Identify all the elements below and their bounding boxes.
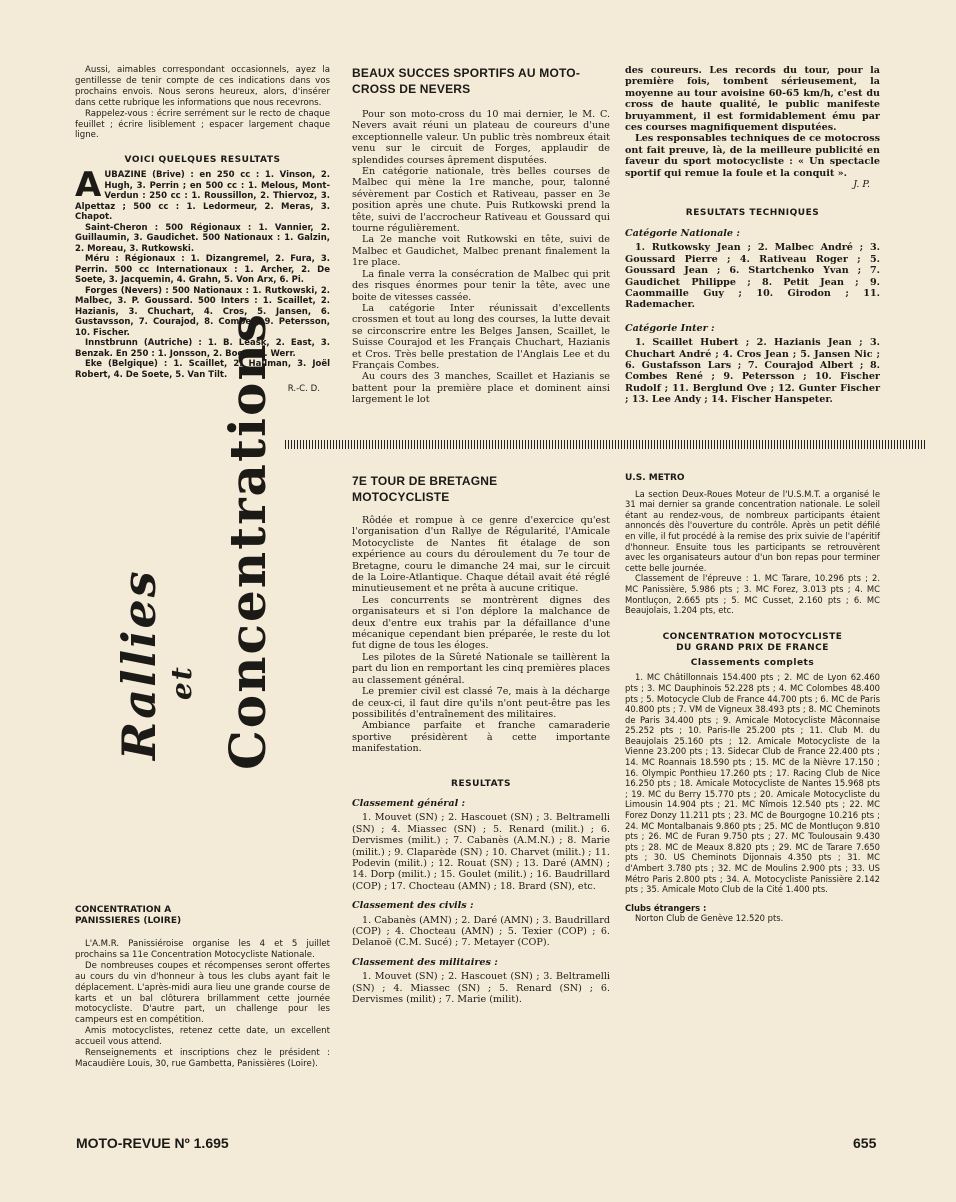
- result-entry: Méru : Régionaux : 1. Dizangremel, 2. Fura, 3. Perrin. 500 cc Internationaux : 1. Archer, 2. De Soete, 3. Jacquemin, 4. Grahn, 5. Von Arx, 6. Pi.: [75, 254, 330, 286]
- tech-results-heading: RESULTATS TECHNIQUES: [685, 208, 820, 219]
- ranking-text: 1. Mouvet (SN) ; 2. Hascouet (SN) ; 3. Beltramelli (SN) ; 4. Miassec (SN) ; 5. Renard (milit.) ; 6. Dervismes (milit.) ; 7. Cabanès (A.M.N.) ; 8. Marie (milit.) ; 9. Claparède (SN) ; 10. Charvet (milit.) ; 11. Podevin (milit.) ; 12. Rouat (SN) ; 13. Daré (AMN) ; 14. Dorp (milit.) ; 15. Goulet (milit.) ; 16. Baudrillard (COP) ; 17. Chocteau (AMN) ; 18. Brard (SN), etc.: [352, 812, 610, 892]
- category-results: 1. Rutkowsky Jean ; 2. Malbec André ; 3. Goussard Pierre ; 4. Rativeau Roger ; 5. Goussard Jean ; 6. Startchenko Yvan ; 7. Gaudichet Philippe ; 8. Petit Jean ; 9. Caommaille Guy ; 10. Girodon ; 11. Rademacher.: [625, 242, 880, 311]
- ranking-label: Classement général :: [352, 797, 466, 809]
- intro-paragraph: Aussi, aimables correspondant occasionnels, ayez la gentillesse de tenir compte de ces indications dans vos prochains envois. Nous serons heureux, alors, d'insérer dans cette rubrique les informations que nous recevrons.: [75, 65, 330, 108]
- gp-heading: CONCENTRATION MOTOCYCLISTE DU GRAND PRIX DE FRANCE: [662, 631, 843, 653]
- article-paragraph: Pour son moto-cross du 10 mai dernier, le M. C. Nevers avait réuni un plateau de coureurs d'une exceptionnelle valeur. Un public très nombreux était venu sur le circuit de Forges, applaudir de splendides courses âprement disputées.: [352, 109, 610, 166]
- article-paragraph: Amis motocyclistes, retenez cette date, un excellent accueil vous attend.: [75, 1026, 330, 1048]
- result-entry: Forges (Nevers) : 500 Nationaux : 1. Rutkowski, 2. Malbec, 3. P. Goussard. 500 Inters : 1. Scaillet, 2. Hazianis, 3. Chuchart, 4. Cros, 5. Jansen, 6. Gustavsson, 7. Courajod, 8. Combes, 9. Petersson, 10. Fischer.: [75, 285, 330, 338]
- drop-cap: A: [75, 165, 102, 206]
- bretagne-article: [352, 473, 610, 1005]
- banner-word-concentrations: Concentrations: [218, 312, 277, 770]
- ranking-label: Classement des militaires :: [352, 956, 498, 968]
- article-title: CONCENTRATION A PANISSIERES (LOIRE): [75, 905, 182, 926]
- article-paragraph: Classement de l'épreuve : 1. MC Tarare, 10.296 pts ; 2. MC Panissière, 5.986 pts ; 3. MC Forez, 3.013 pts ; 4. MC Montluçon, 2.665 pts ; 5. MC Cusset, 2.160 pts ; 6. MC Beaujolais, 1.204 pts, etc.: [625, 573, 880, 616]
- ranking-text: 1. Mouvet (SN) ; 2. Hascouet (SN) ; 3. Beltramelli (SN) ; 4. Miassec (SN) ; 5. Renard (SN) ; 6. Dervismes (milit) ; 7. Marie (milit).: [352, 971, 610, 1006]
- page-number: 655: [853, 1135, 877, 1151]
- article-title: BEAUX SUCCES SPORTIFS AU MOTO-CROSS DE NEVERS: [352, 66, 581, 96]
- intro-column: [75, 65, 330, 395]
- ranking-text: 1. Cabanès (AMN) ; 2. Daré (AMN) ; 3. Baudrillard (COP) ; 4. Chocteau (AMN) ; 5. Texier (COP) ; 6. Delanoë (C.M. Sucé) ; 7. Metayer (COP).: [352, 914, 610, 949]
- category-label: Catégorie Inter :: [625, 322, 715, 334]
- article-paragraph: des coureurs. Les records du tour, pour la première fois, tombent sérieusement, la moyenne au tour avoisine 60-65 km/h, c'est du cross de haute qualité, le public manifeste bruyamment, il est formidablement ému par ces courses magnifiquement disputées.: [625, 65, 880, 134]
- article-title: 7E TOUR DE BRETAGNE MOTOCYCLISTE: [352, 474, 498, 504]
- foreign-clubs-label: Clubs étrangers :: [625, 902, 707, 913]
- magazine-footer: MOTO-REVUE Nº 1.695: [76, 1135, 229, 1151]
- results-heading: VOICI QUELQUES RESULTATS: [124, 155, 281, 166]
- article-paragraph: Rôdée et rompue à ce genre d'exercice qu'est l'organisation d'un Rallye de Régularité, l'Amicale Motocycliste de Nantes fit étalage de son expérience au cours du déroulement du 7e tour de Bretagne, couru le dimanche 24 mai, sur le circuit de la Loire-Atlantique. Chaque détail avait été réglé minutieusement et ne prêta à aucune critique.: [352, 515, 610, 595]
- result-entry: Saint-Cheron : 500 Régionaux : 1. Vannier, 2. Guillaumin, 3. Gaudichet. 500 Nationaux : 1. Galzin, 2. Moreau, 3. Rutkowski.: [75, 222, 330, 254]
- article-title: U.S. METRO: [625, 473, 685, 483]
- article-paragraph: Au cours des 3 manches, Scaillet et Hazianis se battent pour la première place et dominent ainsi largement le lot: [352, 371, 610, 406]
- separator-rule: [285, 440, 925, 449]
- classements-label: Classements complets: [690, 657, 815, 668]
- category-label: Catégorie Nationale :: [625, 227, 740, 239]
- nevers-article: [352, 65, 610, 406]
- article-paragraph: Les pilotes de la Sûreté Nationale se taillèrent la part du lion en remportant les cinq premières places au classement général.: [352, 651, 610, 686]
- classements-text: 1. MC Châtillonnais 154.400 pts ; 2. MC de Lyon 62.460 pts ; 3. MC Dauphinois 52.228 pts ; 4. MC Colombes 48.400 pts ; 5. Motocycle Club de France 44.700 pts ; 6. MC de Paris 40.800 pts ; 7. VM de Vigneux 38.493 pts ; 8. MC Cheminots de Paris 34.400 pts ; 9. Amicale Motocycliste Mâconnaise 25.252 pts ; 10. Paris-Ile 25.200 pts ; 11. Club M. du Beaujolais 25.160 pts ; 12. Amicale Motocycliste de la Vienne 23.200 pts ; 13. Sidecar Club de France 22.400 pts ; 14. MC Roannais 18.590 pts ; 15. MC de la Nièvre 17.150 ; 16. Olympic Ponthieu 17.260 pts ; 17. Racing Club de Nice 16.250 pts ; 18. Amicale Motocycliste de Nantes 15.968 pts ; 19. MC du Berry 15.770 pts ; 20. Amicale Motocycliste du Limousin 14.904 pts ; 21. MC Nîmois 12.540 pts ; 22. MC Forez Donzy 11.211 pts ; 23. MC de Bourgogne 10.216 pts ; 24. MC Montalbanais 9.860 pts ; 25. MC de Montluçon 9.810 pts ; 26. MC de Furan 9.750 pts ; 27. MC Toulousain 9.430 pts ; 28. MC de Meaux 8.820 pts ; 29. MC de Tarare 7.650 pts ; 30. US Cheminots Dijonnais 4.350 pts ; 31. MC d'Ambert 3.780 pts ; 32. MC de Moulins 2.900 pts ; 33. US Métro Paris 2.800 pts ; 34. A. Motocycliste Panissière 2.142 pts ; 35. Amicale Moto Club de la Cité 1.400 pts.: [625, 672, 880, 895]
- banner-word-et: et: [165, 665, 198, 700]
- result-entry: UBAZINE (Brive) : en 250 cc : 1. Vinson, 2. Hugh, 3. Perrin ; en 500 cc : 1. Melous, Mont-Verdun : 250 cc : 1. Roussillon, 2. Thiervoz, 3. Alpettaz ; 500 cc : 1. Ledormeur, 2. Meras, 3. Chapot.: [75, 170, 330, 223]
- article-paragraph: La 2e manche voit Rutkowski en tête, suivi de Malbec et Gaudichet, Malbec prenant finalement la 1re place.: [352, 234, 610, 269]
- result-entry: Innstbrunn (Autriche) : 1. B. Leask, 2. East, 3. Benzak. En 250 : 1. Jonsson, 2. Boom, 3. Werr.: [75, 338, 330, 359]
- result-entry: Eke (Belgique) : 1. Scaillet, 2. Hallman, 3. Joël Robert, 4. De Soete, 5. Van Tilt.: [75, 359, 330, 380]
- signature: J. P.: [853, 179, 870, 191]
- signature: R.-C. D.: [287, 384, 320, 395]
- panissieres-article: [75, 905, 330, 1070]
- results-heading: RESULTATS: [451, 778, 511, 789]
- article-paragraph: De nombreuses coupes et récompenses seront offertes au cours du vin d'honneur à tous les clubs ayant fait le déplacement. L'après-midi aura lieu une grande course de karts et un bal clôturera brillamment cette journée motocycliste. D'autre part, un challenge pour les campeurs est en compétition.: [75, 960, 330, 1026]
- ranking-label: Classement des civils :: [352, 900, 474, 912]
- usmetro-article: [625, 473, 880, 924]
- foreign-clubs-text: Norton Club de Genève 12.520 pts.: [635, 913, 784, 924]
- category-results: 1. Scaillet Hubert ; 2. Hazianis Jean ; 3. Chuchart André ; 4. Cros Jean ; 5. Jansen Nic ; 6. Gustafsson Lars ; 7. Courajod Albert ; 8. Combes René ; 9. Petersson ; 10. Fischer Rudolf ; 11. Berglund Ove ; 12. Gunter Fischer ; 13. Lee Andy ; 14. Fischer Hanspeter.: [625, 337, 880, 406]
- article-paragraph: La finale verra la consécration de Malbec qui prit des risques énormes pour tenir la tête, avec une boite de vitesses cassée.: [352, 268, 610, 303]
- banner-word-rallies: Rallies: [112, 569, 166, 760]
- article-paragraph: Le premier civil est classé 7e, mais à la décharge de ceux-ci, il faut dire qu'ils n'ont peut-être pas les possibilités d'entraînement des militaires.: [352, 686, 610, 720]
- article-paragraph: Ambiance parfaite et franche camaraderie sportive présidèrent à cette importante manifestation.: [352, 720, 610, 755]
- article-paragraph: La catégorie Inter réunissait d'excellents crossmen et tout au long des courses, la lutte devait se circonscrire entre les Belges Jansen, Scaillet, le Suisse Courajod et les Français Chuchart, Hazianis et Cros. Très belle prestation de l'Anglais Lee et du Français Combes.: [352, 302, 610, 371]
- article-paragraph: Les concurrents se montrèrent dignes des organisateurs et si l'on déplore la malchance de deux d'entre eux trahis par la défaillance d'une mécanique cependant bien préparée, le reste du lot fut digne de tous les éloges.: [352, 594, 610, 652]
- article-paragraph: La section Deux-Roues Moteur de l'U.S.M.T. a organisé le 31 mai dernier sa grande concentration nationale. Le soleil étant au rendez-vous, de nombreux participants étaient annoncés dès l'ouverture du contrôle. Après un petit défilé en ville, il fut procédé à la remise des prix suivie de l'apéritif d'honneur. Ensuite tous les participants se retrouvèrent avec les organisateurs autour d'un bon repas pour terminer cette belle journée.: [625, 488, 880, 573]
- nevers-article-continued: [625, 65, 880, 406]
- article-paragraph: L'A.M.R. Panissiéroise organise les 4 et 5 juillet prochains sa 11e Concentration Motocycliste Nationale.: [75, 939, 330, 960]
- article-paragraph: Les responsables techniques de ce motocross ont fait preuve, là, de la meilleure publicité en faveur du sport motocycliste : « Un spectacle sportif qui remue la foule et la conquit ».: [625, 133, 880, 179]
- article-paragraph: Renseignements et inscriptions chez le président : Macaudière Louis, 30, rue Gambetta, Panissières (Loire).: [75, 1048, 330, 1069]
- results-block: [75, 165, 330, 380]
- article-paragraph: En catégorie nationale, très belles courses de Malbec qui mène la 1re manche, pour, talonné sévèrement par Costich et Rativeau, passer en 3e position après une chute. Puis Rutkowski prend la tête, suivi de l'accrocheur Rativeau et Goussard qui tourne régulièrement.: [352, 166, 610, 235]
- intro-paragraph: Rappelez-vous : écrire serrément sur le recto de chaque feuillet ; écrire lisiblement ; espacer largement chaque ligne.: [75, 108, 330, 141]
